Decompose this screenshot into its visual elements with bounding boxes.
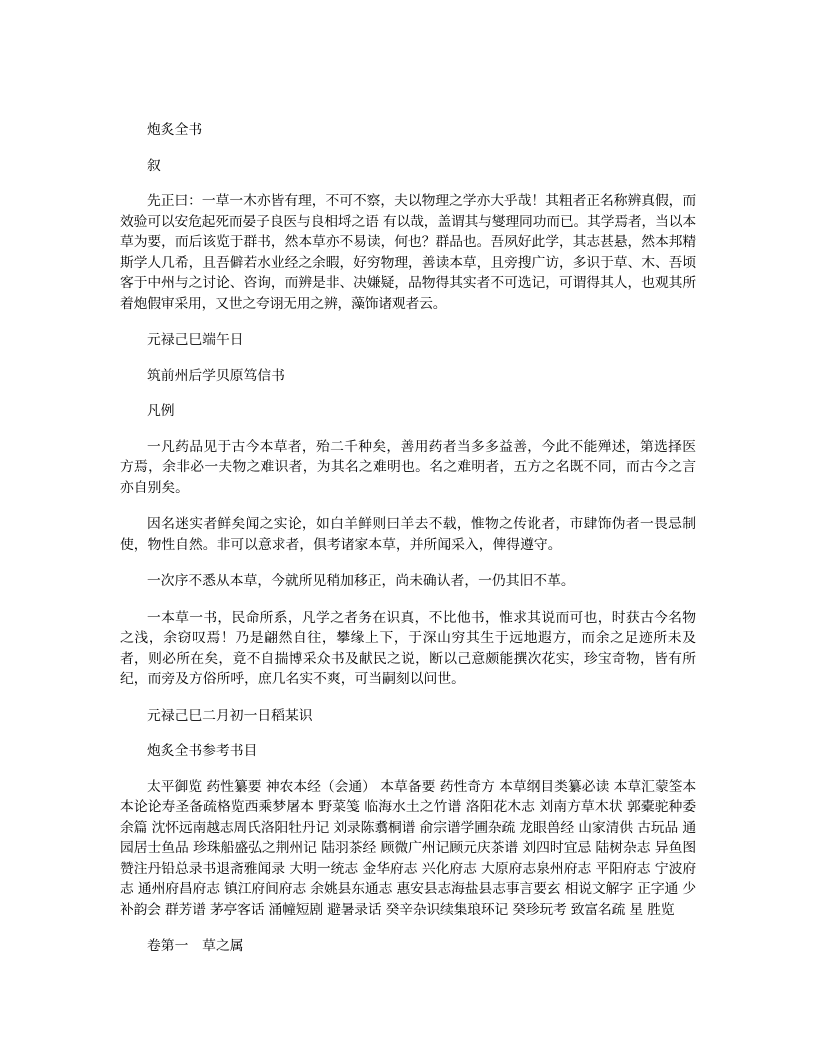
rules-heading: 凡例 <box>147 403 175 419</box>
document-title: 炮炙全书 <box>147 122 203 138</box>
chapter-heading: 卷第一 草之属 <box>147 938 244 954</box>
rule-paragraph: 因名迷实者鲜矣闻之实论，如白羊鲜则曰羊去不载，惟物之传讹者，市肆饰伪者一畏忌制使，物性自然。非可以意求者，俱考诸家本草，并所闻采入，俾得遵守。 <box>120 516 696 553</box>
rules-date: 元禄己巳二月初一日稻某识 <box>147 707 313 724</box>
rule-paragraph: 一凡药品见于古今本草者，殆二千种矣，善用药者当多多益善，今此不能殚述，第选择医方焉，余非必一夫物之难识者，为其名之难明也。名之难明者，五方之名既不同，而古今之言亦自别矣。 <box>120 438 696 496</box>
references-heading: 炮炙全书参考书目 <box>147 743 258 759</box>
references-list: 太平御览 药性纂要 神农本经（会通） 本草备要 药性奇方 本草纲目类纂必读 本草汇蒙筌本本论论寿圣备疏格览西乘梦屠本 野菜笺 临海水土之竹谱 洛阳花木志 刘南方草木状 郭橐驼种委余篇 沈怀远南越志周氏洛阳牡丹记 刘录陈翥桐谱 俞宗谱学圃杂疏 龙眼兽经 山家清供 古玩品 通园居士鱼品 珍珠船盛弘之荆州记 陆羽茶经 顾微广州记顾元庆茶谱 刘四时宜忌 陆树杂志 异鱼图赞注丹铅总录书退斋雅闻录 大明一统志 金华府志 兴化府志 大原府志泉州府志 平阳府志 宁波府志 通州府昌府志 镇江府间府志 余姚县东通志 惠安县志海盐县志事言要玄 相说文解字 正字通 少补韵会 群芳谱 茅亭客话 涌幢短剧 避暑录话 癸辛杂识续集琅环记 癸珍玩考 致富名疏 星 胜览 <box>120 778 696 918</box>
preface-heading: 叙 <box>147 157 161 174</box>
preface-paragraph: 先正曰：一草一木亦皆有理，不可不察，夫以物理之学亦大乎哉！其粗者正名称辨真假，而效验可以安危起死而晏子良医与良相埒之语 有以哉，盖谓其与燮理同功而已。其学焉者，当以本草为要，而后该览于群书，然本草亦不易读，何也？群品也。吾夙好此学，其志甚悬，然本邦精斯学人几希，且吾僻若水业经之余暇，好穷物理，善读本草，且旁搜广访，多识于草、木、吾顷客于中州与之讨论、咨询，而辨是非、决嫌疑，品物得其实者不可选记，可谓得其人，也观其所着炮假审采用，又世之夸诩无用之辨，藻饰诸观者云。 <box>120 193 696 312</box>
preface-author: 筑前州后学贝原笃信书 <box>147 367 285 384</box>
rule-paragraph: 一本草一书，民命所系，凡学之者务在识真，不比他书，惟求其说而可也，时获古今名物之浅，余窃叹焉！乃是翩然自往，攀缘上下，于深山穷其生于远地遐方，而余之足迹所未及者，则必所在矣，竟不自揣博采众书及献民之说，断以己意颇能撰次花实，珍宝奇物，皆有所纪，而旁及方俗所呼，庶几名实不爽，可当嗣刻以问世。 <box>120 609 696 687</box>
preface-date: 元禄己巳端午日 <box>147 332 244 348</box>
rule-paragraph: 一次序不悉从本草，今就所见稍加移正，尚未确认者，一仍其旧不革。 <box>147 573 575 589</box>
